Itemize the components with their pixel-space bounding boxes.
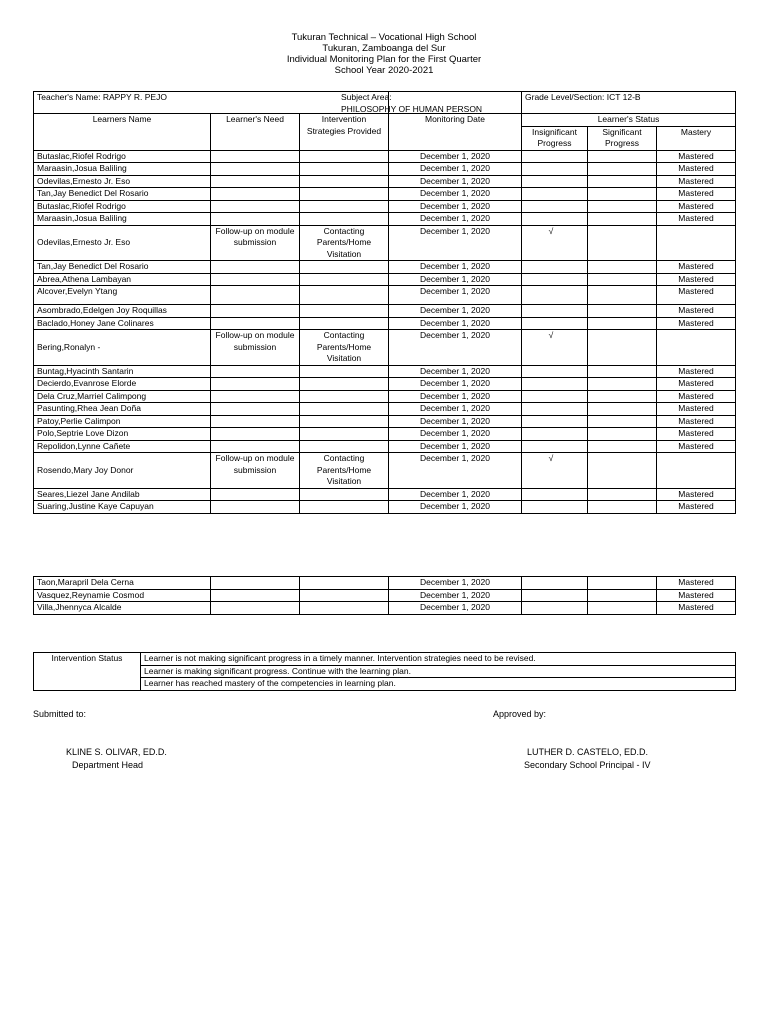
- table-row: [34, 200, 736, 213]
- significant-progress: [588, 577, 657, 590]
- mastery-status: Mastered: [657, 273, 736, 286]
- learner-name: Baclado,Honey Jane Colinares: [34, 317, 211, 330]
- insignificant-progress: [522, 286, 588, 305]
- legend-label: Intervention Status: [34, 653, 141, 691]
- intervention-strategy: Contacting Parents/Home Visitation: [300, 330, 389, 366]
- school-name: Tukuran Technical – Vocational High School: [291, 32, 477, 43]
- monitoring-date: December 1, 2020: [389, 415, 522, 428]
- mastery-status: Mastered: [657, 150, 736, 163]
- intervention-strategy: [300, 175, 389, 188]
- learner-name: Tan,Jay Benedict Del Rosario: [34, 261, 211, 274]
- learner-name: Pasunting,Rhea Jean Doña: [34, 403, 211, 416]
- intervention-strategy: [300, 488, 389, 501]
- table-row: [34, 365, 736, 378]
- significant-progress: [588, 365, 657, 378]
- col-learners-name: Learners Name: [34, 114, 211, 151]
- mastery-status: Mastered: [657, 163, 736, 176]
- intervention-strategy: [300, 602, 389, 615]
- significant-progress: [588, 403, 657, 416]
- table-row: [34, 415, 736, 428]
- table-row: [34, 453, 736, 489]
- learner-name: Butaslac,Riofel Rodrigo: [34, 150, 211, 163]
- approved-title: Secondary School Principal - IV: [524, 760, 651, 770]
- approved-by-label: Approved by:: [493, 709, 547, 719]
- insignificant-progress: [522, 440, 588, 453]
- intervention-strategy: [300, 415, 389, 428]
- table-row: [34, 175, 736, 188]
- learner-need: [211, 589, 300, 602]
- insignificant-progress: [522, 273, 588, 286]
- intervention-strategy: [300, 188, 389, 201]
- table-row: [34, 577, 736, 590]
- intervention-strategy: [300, 305, 389, 318]
- mastery-status: Mastered: [657, 317, 736, 330]
- monitoring-date: December 1, 2020: [389, 577, 522, 590]
- approved-name: LUTHER D. CASTELO, ED.D.: [527, 747, 649, 757]
- monitoring-date: December 1, 2020: [389, 428, 522, 441]
- submitted-title: Department Head: [72, 760, 144, 770]
- col-mastery: Mastery: [657, 126, 736, 150]
- insignificant-progress: [522, 602, 588, 615]
- monitoring-date: December 1, 2020: [389, 602, 522, 615]
- intervention-strategy: [300, 200, 389, 213]
- insignificant-progress: [522, 501, 588, 514]
- learner-need: [211, 440, 300, 453]
- learner-need: Follow-up on module submission: [211, 330, 300, 366]
- col-monitoring-date: Monitoring Date: [389, 114, 522, 151]
- learner-need: [211, 390, 300, 403]
- learner-need: [211, 286, 300, 305]
- col-learners-need: Learner's Need: [211, 114, 300, 151]
- intervention-strategy: [300, 286, 389, 305]
- mastery-status: Mastered: [657, 501, 736, 514]
- learner-name: Butaslac,Riofel Rodrigo: [34, 200, 211, 213]
- learner-need: [211, 273, 300, 286]
- table-row: [34, 390, 736, 403]
- learner-need: [211, 428, 300, 441]
- legend-row: [34, 653, 736, 666]
- insignificant-progress: [522, 365, 588, 378]
- learner-need: [211, 150, 300, 163]
- insignificant-progress: [522, 378, 588, 391]
- intervention-strategy: [300, 273, 389, 286]
- monitoring-date: December 1, 2020: [389, 213, 522, 226]
- insignificant-progress: [522, 317, 588, 330]
- insignificant-progress: [522, 428, 588, 441]
- table-row: [34, 501, 736, 514]
- learner-need: [211, 261, 300, 274]
- mastery-status: Mastered: [657, 175, 736, 188]
- monitoring-date: December 1, 2020: [389, 305, 522, 318]
- table-row: [34, 589, 736, 602]
- learner-need: [211, 365, 300, 378]
- learner-need: [211, 317, 300, 330]
- learner-need: Follow-up on module submission: [211, 225, 300, 261]
- insignificant-progress: [522, 390, 588, 403]
- significant-progress: [588, 330, 657, 366]
- learner-need: [211, 188, 300, 201]
- mastery-status: Mastered: [657, 390, 736, 403]
- insignificant-progress: √: [522, 330, 588, 366]
- insignificant-progress: [522, 175, 588, 188]
- learner-name: Rosendo,Mary Joy Donor: [34, 453, 211, 489]
- table-row: [34, 403, 736, 416]
- significant-progress: [588, 213, 657, 226]
- mastery-status: Mastered: [657, 286, 736, 305]
- monitoring-date: December 1, 2020: [389, 273, 522, 286]
- monitoring-date: December 1, 2020: [389, 163, 522, 176]
- learner-need: [211, 501, 300, 514]
- intervention-strategy: Contacting Parents/Home Visitation: [300, 225, 389, 261]
- learner-name: Buntag,Hyacinth Santarin: [34, 365, 211, 378]
- mastery-status: [657, 225, 736, 261]
- learner-name: Tan,Jay Benedict Del Rosario: [34, 188, 211, 201]
- mastery-status: Mastered: [657, 488, 736, 501]
- learner-need: [211, 403, 300, 416]
- monitoring-table-continued: [33, 576, 736, 615]
- mastery-status: Mastered: [657, 365, 736, 378]
- monitoring-table: [33, 91, 736, 514]
- legend-text-3: Learner has reached mastery of the competencies in learning plan.: [141, 678, 736, 691]
- learner-name: Seares,Liezel Jane Andilab: [34, 488, 211, 501]
- intervention-strategy: [300, 213, 389, 226]
- insignificant-progress: [522, 188, 588, 201]
- table-row: [34, 188, 736, 201]
- insignificant-progress: [522, 213, 588, 226]
- table-row: [34, 273, 736, 286]
- learner-need: [211, 378, 300, 391]
- learner-need: [211, 163, 300, 176]
- mastery-status: Mastered: [657, 403, 736, 416]
- learner-need: [211, 577, 300, 590]
- significant-progress: [588, 453, 657, 489]
- learner-need: [211, 200, 300, 213]
- significant-progress: [588, 163, 657, 176]
- insignificant-progress: [522, 488, 588, 501]
- learner-need: [211, 213, 300, 226]
- monitoring-date: December 1, 2020: [389, 501, 522, 514]
- mastery-status: Mastered: [657, 200, 736, 213]
- learner-name: Suaring,Justine Kaye Capuyan: [34, 501, 211, 514]
- learner-name: Decierdo,Evanrose Elorde: [34, 378, 211, 391]
- school-year: School Year 2020-2021: [334, 65, 434, 76]
- significant-progress: [588, 188, 657, 201]
- monitoring-date: December 1, 2020: [389, 225, 522, 261]
- learner-need: [211, 175, 300, 188]
- mastery-status: Mastered: [657, 440, 736, 453]
- learner-name: Patoy,Perlie Calimpon: [34, 415, 211, 428]
- significant-progress: [588, 261, 657, 274]
- insignificant-progress: [522, 415, 588, 428]
- learner-need: [211, 305, 300, 318]
- learner-name: Maraasin,Josua Baliling: [34, 163, 211, 176]
- mastery-status: Mastered: [657, 261, 736, 274]
- table-row: [34, 428, 736, 441]
- learner-name: Odevilas,Ernesto Jr. Eso: [34, 175, 211, 188]
- mastery-status: [657, 330, 736, 366]
- insignificant-progress: √: [522, 225, 588, 261]
- monitoring-date: December 1, 2020: [389, 175, 522, 188]
- monitoring-date: December 1, 2020: [389, 261, 522, 274]
- significant-progress: [588, 390, 657, 403]
- intervention-strategy: [300, 501, 389, 514]
- insignificant-progress: [522, 150, 588, 163]
- mastery-status: Mastered: [657, 188, 736, 201]
- table-row: [34, 225, 736, 261]
- monitoring-date: December 1, 2020: [389, 150, 522, 163]
- table-row: [34, 150, 736, 163]
- intervention-strategy: [300, 261, 389, 274]
- learner-name: Odevilas,Ernesto Jr. Eso: [34, 225, 211, 261]
- table-row: [34, 440, 736, 453]
- subject-area: [341, 92, 522, 114]
- submitted-to-label: Submitted to:: [33, 709, 87, 719]
- mastery-status: Mastered: [657, 589, 736, 602]
- table-row: [34, 330, 736, 366]
- learner-name: Abrea,Athena Lambayan: [34, 273, 211, 286]
- intervention-strategy: [300, 365, 389, 378]
- table-row: [34, 213, 736, 226]
- intervention-strategy: [300, 440, 389, 453]
- intervention-strategy: [300, 403, 389, 416]
- monitoring-date: December 1, 2020: [389, 286, 522, 305]
- mastery-status: Mastered: [657, 415, 736, 428]
- intervention-status-legend: [33, 652, 736, 691]
- insignificant-progress: [522, 163, 588, 176]
- mastery-status: [657, 453, 736, 489]
- table-row: [34, 488, 736, 501]
- significant-progress: [588, 378, 657, 391]
- col-insignificant: Insignificant Progress: [522, 126, 588, 150]
- intervention-strategy: [300, 378, 389, 391]
- insignificant-progress: [522, 200, 588, 213]
- significant-progress: [588, 440, 657, 453]
- intervention-strategy: [300, 390, 389, 403]
- significant-progress: [588, 415, 657, 428]
- mastery-status: Mastered: [657, 305, 736, 318]
- intervention-strategy: [300, 577, 389, 590]
- mastery-status: Mastered: [657, 602, 736, 615]
- learner-name: Polo,Septrie Love Dizon: [34, 428, 211, 441]
- learner-name: Alcover,Evelyn Ytang: [34, 286, 211, 305]
- monitoring-date: December 1, 2020: [389, 390, 522, 403]
- significant-progress: [588, 286, 657, 305]
- learner-need: Follow-up on module submission: [211, 453, 300, 489]
- mastery-status: Mastered: [657, 428, 736, 441]
- table-row: [34, 602, 736, 615]
- significant-progress: [588, 175, 657, 188]
- significant-progress: [588, 305, 657, 318]
- significant-progress: [588, 150, 657, 163]
- monitoring-date: December 1, 2020: [389, 317, 522, 330]
- info-row: [34, 92, 736, 114]
- learner-need: [211, 602, 300, 615]
- learner-name: Maraasin,Josua Baliling: [34, 213, 211, 226]
- learner-name: Taon,Marapril Dela Cerna: [34, 577, 211, 590]
- significant-progress: [588, 488, 657, 501]
- significant-progress: [588, 428, 657, 441]
- subject-value: PHILOSOPHY OF HUMAN PERSON: [341, 103, 483, 114]
- significant-progress: [588, 273, 657, 286]
- monitoring-date: December 1, 2020: [389, 365, 522, 378]
- table-row: [34, 261, 736, 274]
- monitoring-date: December 1, 2020: [389, 200, 522, 213]
- monitoring-date: December 1, 2020: [389, 453, 522, 489]
- intervention-strategy: [300, 589, 389, 602]
- learner-name: Vasquez,Reynamie Cosmod: [34, 589, 211, 602]
- legend-text-1: Learner is not making significant progress in a timely manner. Intervention strategies need to be revised.: [141, 653, 736, 666]
- teacher-name: Teacher's Name: RAPPY R. PEJO: [34, 92, 389, 114]
- table-row: [34, 378, 736, 391]
- insignificant-progress: [522, 305, 588, 318]
- learner-name: Bering,Ronalyn -: [34, 330, 211, 366]
- column-header-row: [34, 114, 736, 127]
- submitted-name: KLINE S. OLIVAR, ED.D.: [66, 747, 167, 757]
- mastery-status: Mastered: [657, 213, 736, 226]
- table-row: [34, 286, 736, 305]
- mastery-status: Mastered: [657, 378, 736, 391]
- learner-name: Asombrado,Edelgen Joy Roquillas: [34, 305, 211, 318]
- school-address: Tukuran, Zamboanga del Sur: [322, 43, 446, 54]
- legend-text-2: Learner is making significant progress. Continue with the learning plan.: [141, 665, 736, 678]
- monitoring-date: December 1, 2020: [389, 440, 522, 453]
- mastery-status: Mastered: [657, 577, 736, 590]
- table-row: [34, 305, 736, 318]
- insignificant-progress: [522, 577, 588, 590]
- col-significant: Significant Progress: [588, 126, 657, 150]
- monitoring-date: December 1, 2020: [389, 188, 522, 201]
- intervention-strategy: [300, 428, 389, 441]
- intervention-strategy: [300, 163, 389, 176]
- significant-progress: [588, 225, 657, 261]
- document-header: [0, 32, 768, 76]
- significant-progress: [588, 602, 657, 615]
- subject-label: Subject Area:: [341, 92, 392, 102]
- insignificant-progress: [522, 589, 588, 602]
- table-row: [34, 163, 736, 176]
- significant-progress: [588, 589, 657, 602]
- significant-progress: [588, 501, 657, 514]
- significant-progress: [588, 200, 657, 213]
- learner-name: Repolidon,Lynne Cañete: [34, 440, 211, 453]
- col-learners-status: Learner's Status: [522, 114, 736, 127]
- table-row: [34, 317, 736, 330]
- monitoring-date: December 1, 2020: [389, 589, 522, 602]
- monitoring-date: December 1, 2020: [389, 330, 522, 366]
- insignificant-progress: [522, 403, 588, 416]
- learner-name: Dela Cruz,Marriel Calimpong: [34, 390, 211, 403]
- monitoring-date: December 1, 2020: [389, 403, 522, 416]
- intervention-strategy: Contacting Parents/Home Visitation: [300, 453, 389, 489]
- grade-section: Grade Level/Section: ICT 12-B: [522, 92, 736, 114]
- learner-name: Villa,Jhennyca Alcalde: [34, 602, 211, 615]
- insignificant-progress: √: [522, 453, 588, 489]
- monitoring-date: December 1, 2020: [389, 378, 522, 391]
- plan-title: Individual Monitoring Plan for the First Quarter: [286, 54, 482, 65]
- learner-need: [211, 488, 300, 501]
- intervention-strategy: [300, 317, 389, 330]
- learner-need: [211, 415, 300, 428]
- intervention-strategy: [300, 150, 389, 163]
- col-intervention: Intervention Strategies Provided: [300, 114, 389, 151]
- significant-progress: [588, 317, 657, 330]
- insignificant-progress: [522, 261, 588, 274]
- monitoring-date: December 1, 2020: [389, 488, 522, 501]
